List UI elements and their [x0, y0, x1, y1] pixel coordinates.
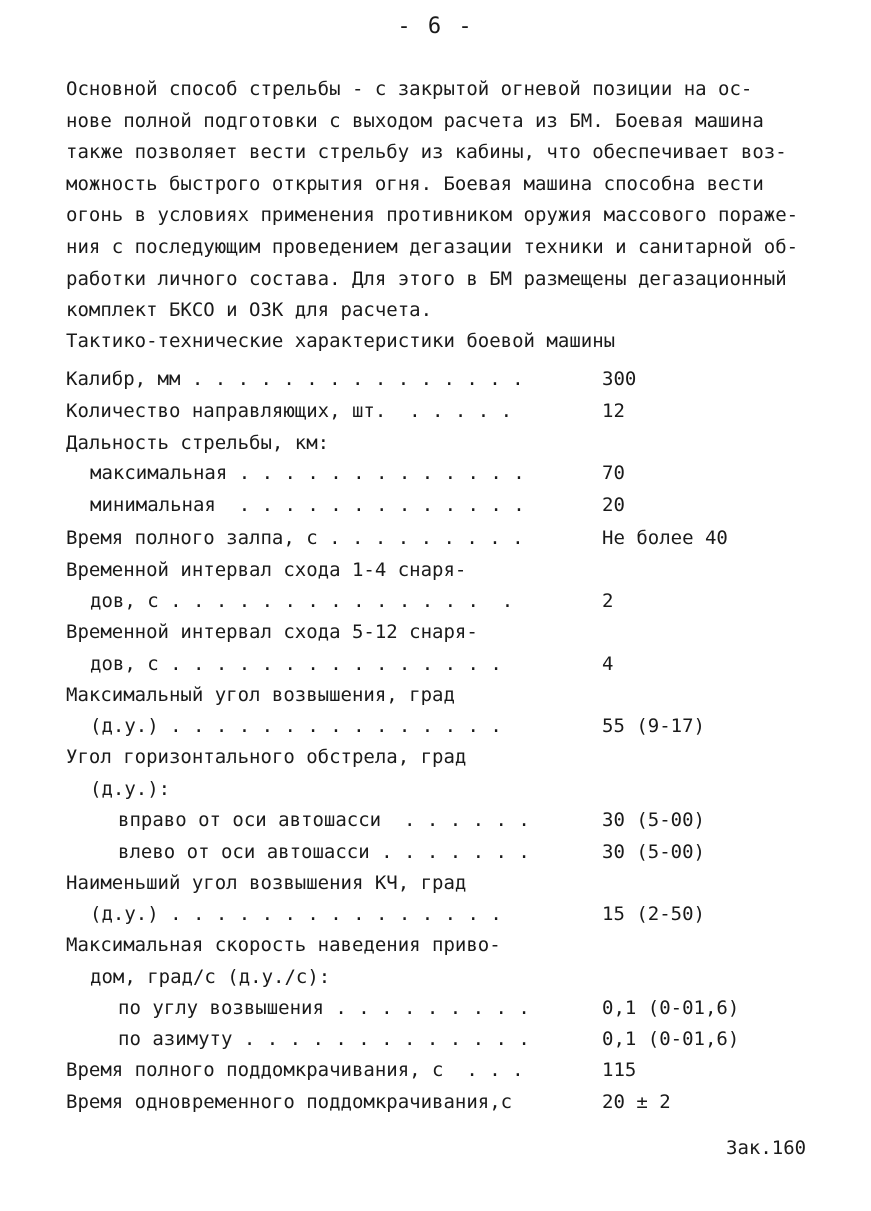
intro-line: комплект БКСО и ОЗК для расчета. — [66, 299, 433, 322]
spec-label: Угол горизонтального обстрела, град — [66, 746, 467, 768]
spec-label: Время полного залпа, с . . . . . . . . . — [66, 527, 524, 549]
spec-row — [0, 899, 705, 930]
spec-row — [0, 523, 728, 554]
spec-label: Максимальная скорость наведения приво- — [66, 934, 501, 956]
spec-row — [0, 742, 467, 773]
spec-row — [0, 962, 331, 993]
spec-label: Время одновременного поддомкрачивания,с — [66, 1091, 513, 1113]
spec-value: 55 (9-17) — [602, 715, 705, 737]
spec-row — [0, 364, 637, 395]
spec-label: по углу возвышения . . . . . . . . . — [118, 997, 530, 1019]
spec-label: Количество направляющих, шт. . . . . . — [66, 400, 513, 422]
spec-value: 4 — [602, 653, 614, 675]
spec-label: максимальная . . . . . . . . . . . . . — [90, 462, 525, 484]
spec-row — [0, 555, 467, 586]
spec-label: (д.у.) . . . . . . . . . . . . . . . — [90, 715, 502, 737]
spec-value: Не более 40 — [602, 527, 728, 549]
spec-row — [0, 1024, 740, 1055]
intro-line: Основной способ стрельбы - с закрытой огневой позиции на ос- — [66, 78, 753, 100]
intro-line: огонь в условиях применения противником оружия массового пораже- — [66, 204, 799, 227]
spec-row — [0, 930, 501, 961]
spec-label: Временной интервал схода 5-12 снаря- — [66, 621, 478, 643]
spec-label: Временной интервал схода 1-4 снаря- — [66, 559, 467, 581]
spec-label: Калибр, мм . . . . . . . . . . . . . . . — [66, 368, 524, 390]
spec-row — [0, 396, 625, 427]
spec-value: 20 ± 2 — [602, 1091, 671, 1113]
spec-label: по азимуту . . . . . . . . . . . . . — [118, 1028, 530, 1050]
spec-row — [0, 490, 625, 521]
spec-label: влево от оси автошасси . . . . . . . — [118, 841, 530, 863]
spec-row — [0, 680, 455, 711]
page-number: - 6 - — [397, 14, 474, 39]
spec-value: 115 — [602, 1059, 637, 1081]
spec-row — [0, 458, 625, 489]
intro-line: можность быстрого открытия огня. Боевая машина способна вести — [66, 172, 764, 195]
spec-label: Дальность стрельбы, км: — [66, 432, 330, 454]
spec-value: 2 — [602, 590, 614, 612]
intro-line: ния с последующим проведением дегазации техники и санитарной об- — [66, 235, 799, 258]
spec-value: 12 — [602, 400, 625, 422]
spec-value: 300 — [602, 368, 637, 390]
spec-row — [0, 774, 171, 805]
specs-heading: Тактико-технические характеристики боевой машины — [66, 330, 616, 352]
spec-label: Максимальный угол возвышения, град — [66, 684, 455, 706]
spec-label: дов, с . . . . . . . . . . . . . . . — [90, 590, 514, 612]
spec-label: (д.у.): — [90, 778, 171, 800]
spec-row — [0, 805, 705, 836]
spec-row — [0, 617, 478, 648]
intro-line: также позволяет вести стрельбу из кабины, что обеспечивает воз- — [66, 141, 787, 164]
spec-value: 30 (5-00) — [602, 809, 705, 831]
spec-row — [0, 993, 740, 1024]
spec-row — [0, 586, 614, 617]
spec-value: 70 — [602, 462, 625, 484]
spec-row — [0, 649, 614, 680]
spec-label: дом, град/с (д.у./с): — [90, 966, 331, 988]
spec-value: 15 (2-50) — [602, 903, 705, 925]
spec-label: вправо от оси автошасси . . . . . . — [118, 809, 530, 831]
spec-value: 0,1 (0-01,6) — [602, 997, 740, 1019]
spec-value: 20 — [602, 494, 625, 516]
spec-row — [0, 837, 705, 868]
spec-row — [0, 1087, 671, 1118]
spec-value: 0,1 (0-01,6) — [602, 1028, 740, 1050]
spec-label: минимальная . . . . . . . . . . . . . — [90, 494, 525, 516]
spec-value: 30 (5-00) — [602, 841, 705, 863]
intro-line: работки личного состава. Для этого в БМ размещены дегазационный — [66, 267, 787, 290]
spec-label: Время полного поддомкрачивания, с . . . — [66, 1059, 524, 1081]
spec-row — [0, 711, 705, 742]
order-number: Зак.160 — [726, 1137, 807, 1159]
spec-label: дов, с . . . . . . . . . . . . . . . — [90, 653, 502, 675]
intro-line: нове полной подготовки с выходом расчета из БМ. Боевая машина — [66, 109, 764, 132]
spec-row — [0, 1055, 637, 1086]
intro-paragraph — [66, 74, 846, 327]
spec-row — [0, 428, 330, 459]
spec-label: Наименьший угол возвышения КЧ, град — [66, 872, 467, 894]
spec-label: (д.у.) . . . . . . . . . . . . . . . — [90, 903, 502, 925]
spec-row — [0, 868, 467, 899]
